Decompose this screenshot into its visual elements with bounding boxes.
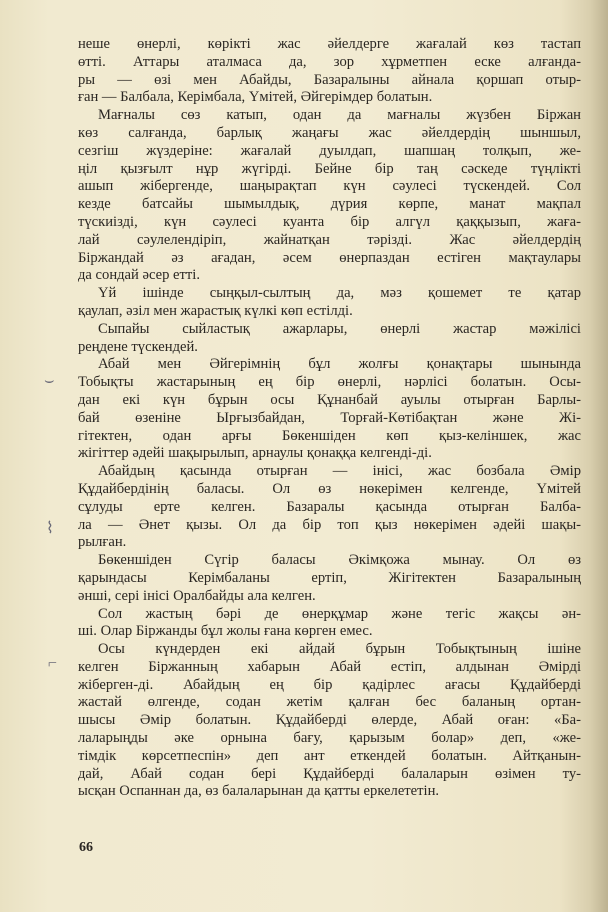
text-line: жіберген-ді. Абайдың ең бір қадірлес ағасы Құдайберді bbox=[78, 676, 581, 693]
text-line: Үй ішінде сыңқыл-сылтың да, мәз қошемет те қатар bbox=[98, 285, 581, 302]
paragraph bbox=[78, 107, 581, 285]
margin-pencil-mark: ⌣ bbox=[44, 372, 55, 389]
text-line: Сыпайы сыйластық ажарлары, өнерлі жастар мәжілісі bbox=[98, 320, 581, 337]
text-line: ңіл қызғылт нұр жүгірді. Бейне бір таң сәскеде түңлікті bbox=[78, 160, 581, 177]
text-line: келген Біржанның хабарын Абай естіп, алдынан Әмірді bbox=[78, 658, 581, 675]
paragraph bbox=[78, 356, 581, 463]
text-line: кезде батсайы шымылдық, дүрия көрпе, манат мақпал bbox=[78, 196, 581, 213]
text-line: жастай өлгенде, содан жетім қалған бес баланың ортан- bbox=[78, 694, 581, 711]
text-line: ған — Балбала, Керімбала, Үмітей, Әйгерімдер болатын. bbox=[78, 89, 433, 106]
paragraph bbox=[78, 463, 581, 552]
text-line: ашып жібергенде, шаңырақтап күн сәулесі түскендей. Сол bbox=[78, 178, 581, 195]
text-line: өтті. Аттары аталмаса да, зор хұрметпен еске алғанда- bbox=[78, 53, 581, 70]
text-line: көз салғанда, барлық жаңағы жас әйелдердің шыншыл, bbox=[78, 124, 581, 141]
margin-pencil-mark: ⌐ bbox=[48, 655, 58, 672]
text-line: түскиізді, күн сәулесі куанта бір алгүл қаққызып, жаға- bbox=[78, 213, 581, 230]
text-line: да сондай әсер етті. bbox=[78, 267, 200, 284]
text-line: Бөкеншіден Сүгір баласы Әкімқожа мынау. Ол өз bbox=[98, 552, 581, 569]
text-line: Абайдың қасында отырған — інісі, жас бозбала Әмір bbox=[98, 463, 581, 480]
text-line: неше өнерлі, көрікті жас әйелдерге жағалай көз тастап bbox=[78, 36, 581, 52]
text-line: сезгіш жүздеріне: жағалай дуылдап, шапшаң толқып, же- bbox=[78, 142, 581, 159]
paragraph bbox=[78, 606, 581, 642]
text-line: лаларыңды әке орнына бағу, қарызым болар» деп, «же- bbox=[78, 730, 581, 747]
text-line: реңдене түскендей. bbox=[78, 338, 198, 355]
margin-pencil-mark: ⌇ bbox=[46, 520, 54, 537]
text-line: ші. Олар Біржанды бұл жолы ғана көрген емес. bbox=[78, 623, 373, 640]
text-line: сұлуды ерте келген. Базаралы қасында отырған Балба- bbox=[78, 498, 581, 515]
text-line: бай өзеніне Ырғызбайдан, Торғай-Көтібақтан және Жі- bbox=[78, 409, 581, 426]
text-line: Біржандай әз ағадан, әсем өнерпаздан естіген мақтаулары bbox=[78, 249, 581, 266]
book-page-text bbox=[78, 36, 581, 801]
paragraph bbox=[78, 641, 581, 801]
text-line: Абай мен Әйгерімнің бұл жолғы қонақтары шынында bbox=[98, 356, 581, 373]
text-line: әнші, сері інісі Оралбайды ала келген. bbox=[78, 587, 316, 604]
text-line: тімдік көрсетпеспін» деп ант еткендей болатын. Айтқанын- bbox=[78, 747, 581, 764]
text-line: дан екі күн бұрын осы Құнанбай ауылы отырған Барлы- bbox=[78, 391, 581, 408]
page-number: 66 bbox=[79, 840, 93, 855]
text-line: шысы Әмір болатын. Құдайберді өлерде, Абай оған: «Ба- bbox=[78, 712, 581, 729]
text-line: гітектен, одан арғы Бөкеншіден көп қыз-келіншек, жас bbox=[78, 427, 581, 444]
text-line: Осы күндерден екі айдай бұрын Тобықтының ішіне bbox=[98, 641, 581, 658]
text-line: дай, Абай содан бері Құдайберді балаларын өзімен ту- bbox=[78, 765, 581, 782]
paragraph bbox=[78, 552, 581, 605]
text-line: қарындасы Керімбаланы ертіп, Жігітектен Базаралының bbox=[78, 569, 581, 586]
paragraph bbox=[78, 285, 581, 321]
text-line: ысқан Оспаннан да, өз балаларынан да қатты еркелететін. bbox=[78, 783, 440, 800]
text-line: қаулап, әзіл мен жарастық күлкі көп естілді. bbox=[78, 302, 353, 319]
text-line: Сол жастың бәрі де өнерқұмар және тегіс жақсы ән- bbox=[98, 605, 581, 622]
text-line: лай сәулелендіріп, жайнатқан тәрізді. Жас әйелдердің bbox=[78, 231, 581, 248]
text-line: ла — Әнет қызы. Ол да бір топ қыз нөкерімен әдейі шақы- bbox=[78, 516, 581, 533]
text-line: Тобықты жастарының ең бір өнерлі, нәрлісі болатын. Осы- bbox=[78, 374, 581, 391]
text-line: Мағналы сөз катып, одан да мағналы жүзбен Біржан bbox=[98, 107, 581, 124]
text-line: ры — өзі мен Абайды, Базаралыны айнала қоршап отыр- bbox=[78, 71, 581, 88]
text-line: рылған. bbox=[78, 534, 127, 551]
text-line: Құдайбердінің баласы. Ол өз нөкерімен келгенде, Үмітей bbox=[78, 480, 581, 497]
text-line: жігіттер әдейі шақырылып, арнаулы қонаққа келгенді-ді. bbox=[78, 445, 432, 462]
paragraph bbox=[78, 36, 581, 107]
paragraph bbox=[78, 321, 581, 357]
